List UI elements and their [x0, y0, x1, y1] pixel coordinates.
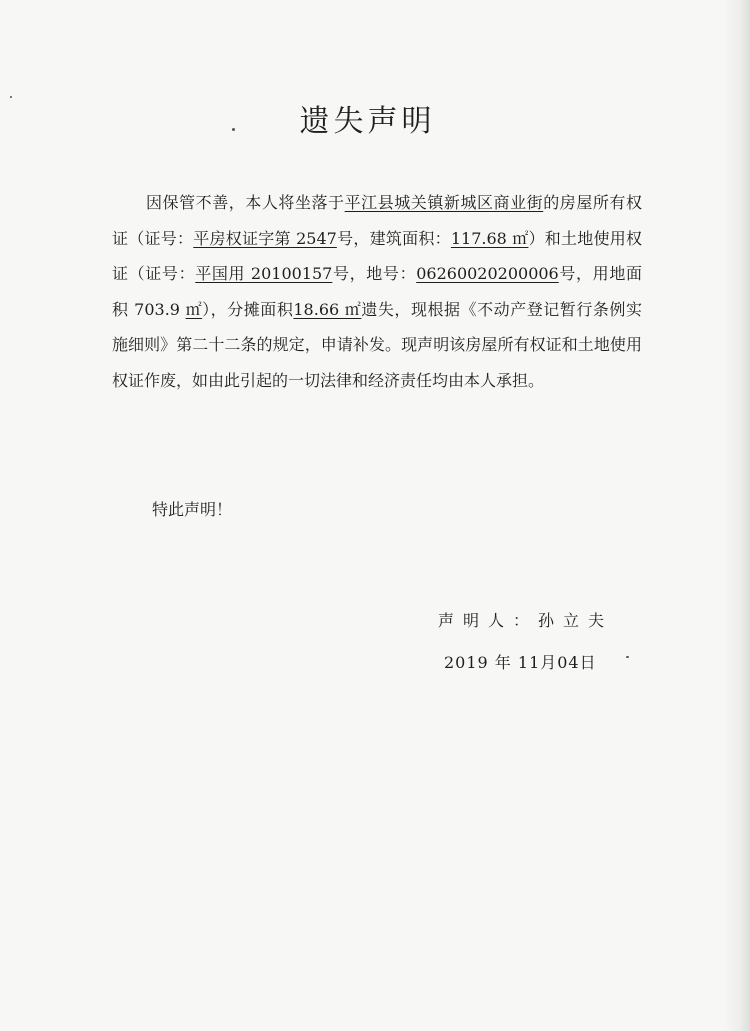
- scan-shadow-edge: [724, 0, 750, 1031]
- property-location: 平江县城关镇新城区商业街: [344, 193, 544, 212]
- text-segment: ），分摊面积: [202, 299, 294, 319]
- text-segment: ）和土地使用权证（证号：: [112, 228, 642, 283]
- text-segment: 因保管不善，本人将坐落于: [146, 193, 345, 212]
- text-segment: 的房屋所有权证（证号：: [112, 193, 642, 248]
- text-segment: 遗失，现根据《不动产登记暂行条例实施细则》第二十二条的规定，申请补发。现声明该房屋所有权证和土地使用权证作废，如由此引起的一切法律和经济责任均由本人承担。: [112, 299, 642, 390]
- building-area: 117.68 ㎡: [450, 228, 529, 248]
- land-parcel-number: 06260020200006: [416, 264, 559, 283]
- document-title: 遗失声明: [299, 104, 436, 139]
- shared-area: 18.66 ㎡: [293, 299, 362, 319]
- statement-paragraph: [112, 185, 642, 398]
- land-certificate-number: 平国用 20100157: [195, 264, 333, 283]
- closing-line: 特此声明！: [152, 500, 233, 519]
- text-segment: 号，建筑面积：: [336, 228, 451, 248]
- signature-date: 2019 年 11月04日: [444, 653, 597, 672]
- scan-speck: [626, 656, 629, 658]
- land-area-unit: ㎡: [185, 299, 203, 319]
- house-certificate-number: 平房权证字第 2547: [193, 228, 337, 248]
- text-segment: 号，用地面积 703.9: [112, 264, 642, 319]
- text-segment: 号，地号：: [332, 264, 417, 283]
- signer-line: 声明人：孙立夫: [438, 611, 614, 630]
